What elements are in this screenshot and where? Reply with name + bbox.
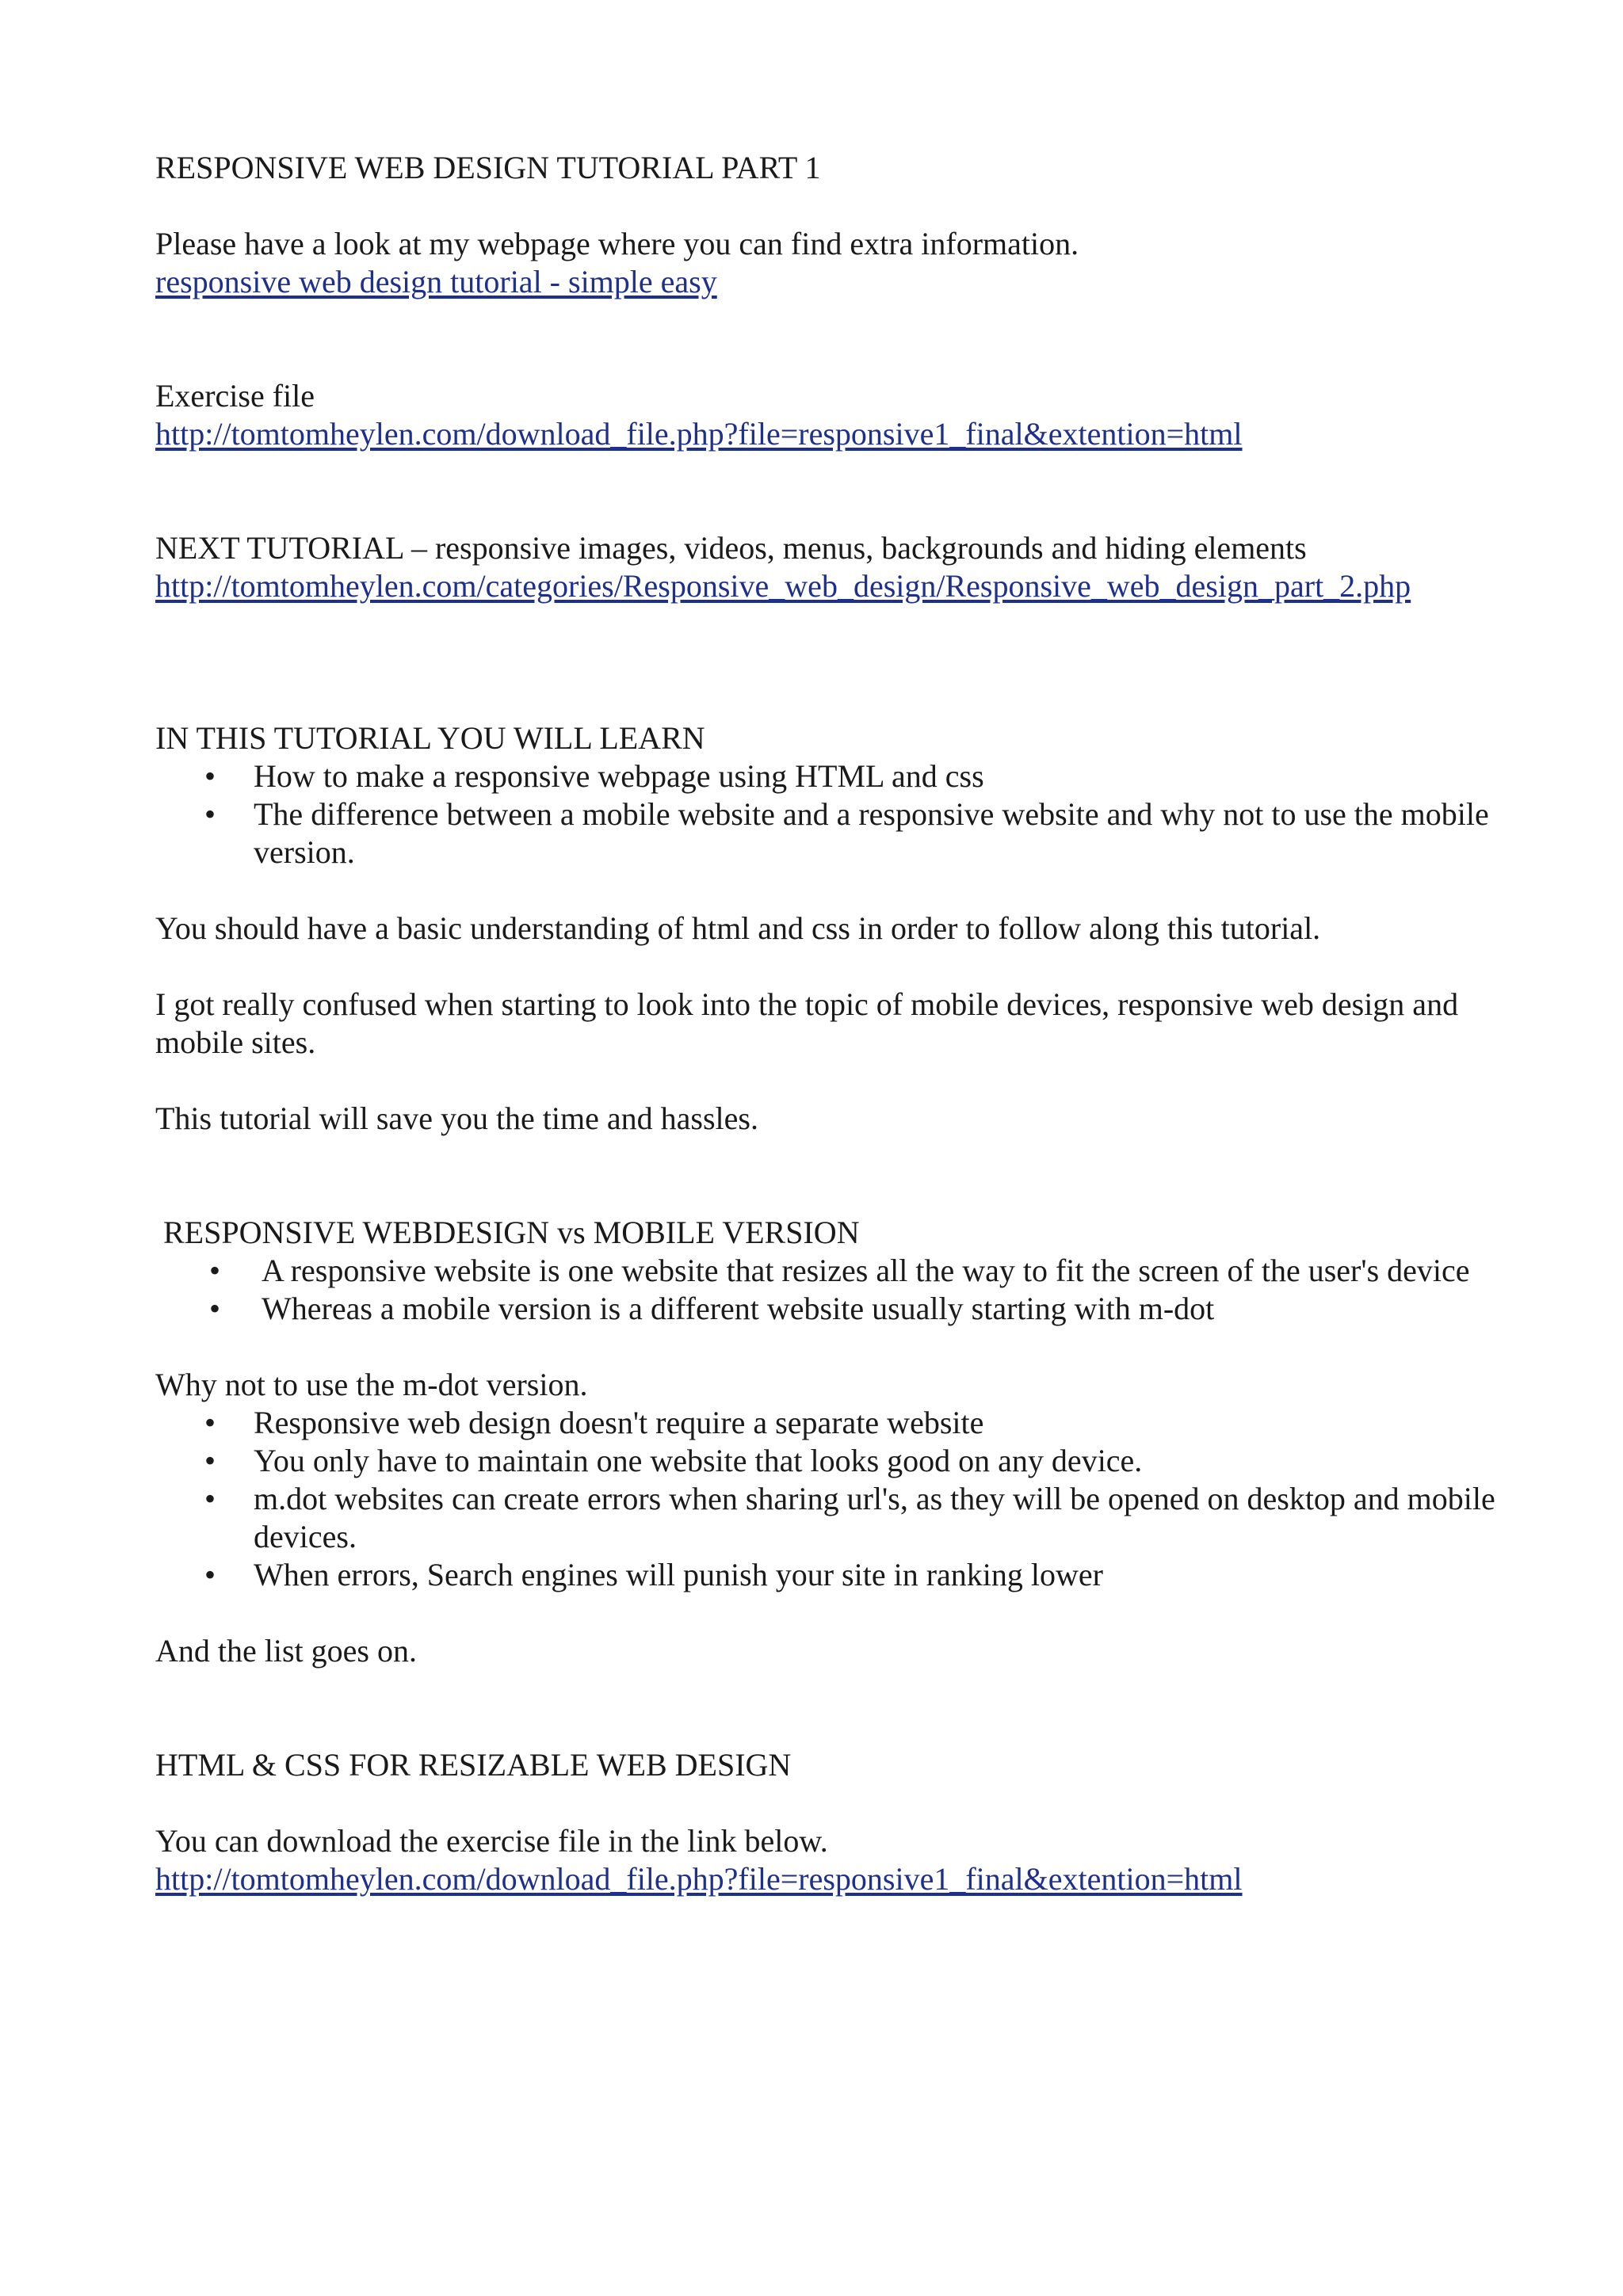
- bullet-icon: •: [204, 758, 216, 794]
- list-item: • When errors, Search engines will punish your site in ranking lower: [204, 1557, 1103, 1592]
- list-item: • Responsive web design doesn't require a separate website: [204, 1405, 984, 1440]
- list-item: • You only have to maintain one website that looks good on any device.: [204, 1443, 1143, 1478]
- list-item: • The difference between a mobile website and a responsive website and why not to use the mobile version.: [204, 796, 1489, 870]
- page-title: RESPONSIVE WEB DESIGN TUTORIAL PART 1: [155, 150, 821, 185]
- why-heading: Why not to use the m-dot version.: [155, 1367, 588, 1402]
- versus-list: [155, 1252, 1503, 1328]
- tutorial-link[interactable]: responsive web design tutorial - simple easy: [155, 264, 717, 299]
- bullet-icon: •: [204, 1557, 216, 1592]
- bullet-icon: •: [204, 796, 216, 832]
- versus-heading: RESPONSIVE WEBDESIGN vs MOBILE VERSION: [163, 1215, 860, 1250]
- list-item: • m.dot websites can create errors when sharing url's, as they will be opened on desktop and mobile devices.: [204, 1481, 1495, 1554]
- save-time-paragraph: This tutorial will save you the time and hassles.: [155, 1100, 758, 1136]
- learn-list: [155, 757, 1503, 871]
- confusion-paragraph: I got really confused when starting to look into the topic of mobile devices, responsive web design and mobile sites.: [155, 986, 1459, 1060]
- list-item: • Whereas a mobile version is a different website usually starting with m-dot: [209, 1291, 1215, 1326]
- download-exercise-link[interactable]: http://tomtomheylen.com/download_file.php?file=responsive1_final&extention=html: [155, 1861, 1243, 1897]
- document-body: [155, 149, 1503, 1898]
- why-list: [155, 1404, 1503, 1594]
- bullet-icon: •: [209, 1291, 221, 1326]
- download-text: You can download the exercise file in the link below.: [155, 1823, 828, 1859]
- next-tutorial-link[interactable]: http://tomtomheylen.com/categories/Responsive_web_design/Responsive_web_design_part_2.php: [155, 568, 1411, 604]
- html-css-heading: HTML & CSS FOR RESIZABLE WEB DESIGN: [155, 1747, 792, 1783]
- list-goes-on-text: And the list goes on.: [155, 1633, 417, 1669]
- bullet-icon: •: [204, 1405, 216, 1440]
- bullet-icon: •: [204, 1481, 216, 1516]
- list-item: • How to make a responsive webpage using HTML and css: [204, 758, 984, 794]
- list-item: • A responsive website is one website that resizes all the way to fit the screen of the user's device: [209, 1253, 1470, 1288]
- learn-heading: IN THIS TUTORIAL YOU WILL LEARN: [155, 720, 705, 756]
- bullet-icon: •: [209, 1253, 221, 1288]
- intro-text: Please have a look at my webpage where you can find extra information.: [155, 226, 1079, 261]
- bullet-icon: •: [204, 1443, 216, 1478]
- exercise-label: Exercise file: [155, 378, 315, 414]
- next-tutorial-label: NEXT TUTORIAL – responsive images, videos, menus, backgrounds and hiding elements: [155, 530, 1307, 566]
- prerequisite-paragraph: You should have a basic understanding of html and css in order to follow along this tutorial.: [155, 910, 1321, 946]
- exercise-file-link[interactable]: http://tomtomheylen.com/download_file.php?file=responsive1_final&extention=html: [155, 416, 1243, 452]
